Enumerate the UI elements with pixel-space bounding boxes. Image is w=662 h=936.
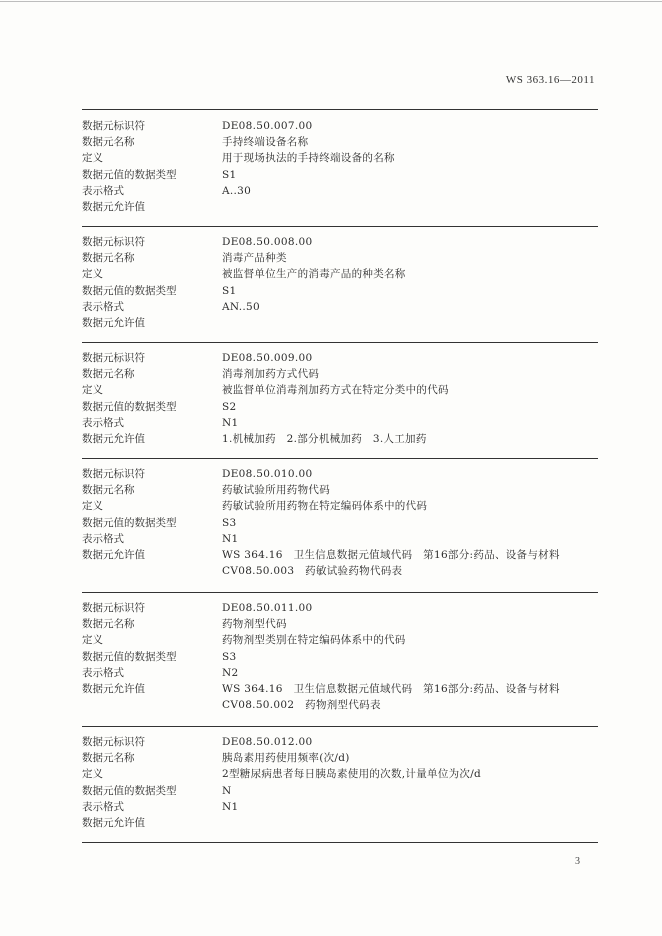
data-element-entry (82, 466, 598, 579)
row-value (222, 199, 598, 215)
entry-row (82, 431, 598, 447)
row-label: 数据元允许值 (82, 200, 145, 213)
entry-row (82, 167, 598, 183)
row-value: 药物剂型代码 (222, 618, 287, 631)
row-label: 数据元名称 (82, 752, 135, 765)
entry-row (82, 681, 598, 697)
row-label: 数据元允许值 (82, 432, 145, 445)
entry-separator (82, 109, 598, 110)
row-label: 数据元允许值 (82, 816, 145, 829)
entry-row (82, 498, 598, 514)
row-label: 数据元名称 (82, 484, 135, 497)
data-element-entry (82, 600, 598, 713)
row-value: 1.机械加药 2.部分机械加药 3.人工加药 (222, 432, 427, 445)
entry-row (82, 734, 598, 750)
row-value: 手持终端设备名称 (222, 136, 309, 149)
row-value: 胰岛素用药使用频率(次/d) (222, 752, 350, 765)
row-label: 数据元允许值 (82, 682, 145, 695)
entry-row (82, 466, 598, 482)
row-label: 数据元值的数据类型 (82, 784, 177, 797)
row-value: S3 (222, 650, 237, 663)
row-value: AN..50 (222, 300, 260, 313)
row-label: 定义 (82, 152, 103, 165)
entry-separator (82, 726, 598, 727)
standard-code: WS 363.16—2011 (505, 74, 595, 86)
row-label: 数据元标识符 (82, 602, 145, 614)
row-label: 表示格式 (82, 416, 124, 429)
row-value: DE08.50.011.00 (222, 602, 313, 614)
entry-row (82, 283, 598, 299)
entry-row (82, 783, 598, 799)
row-value: WS 364.16 卫生信息数据元值域代码 第16部分:药品、设备与材料 (222, 548, 560, 561)
data-element-entry (82, 234, 598, 331)
row-value: S1 (222, 168, 237, 181)
entry-row (82, 399, 598, 415)
entry-row (82, 531, 598, 547)
entry-row (82, 150, 598, 166)
entry-row (82, 766, 598, 782)
row-label: 数据元名称 (82, 252, 135, 265)
entry-row (82, 482, 598, 498)
entry-row (82, 515, 598, 531)
row-label: 数据元标识符 (82, 468, 145, 480)
entry-row (82, 134, 598, 150)
entry-row (82, 415, 598, 431)
row-label: 定义 (82, 768, 103, 781)
row-value: S2 (222, 400, 237, 413)
row-label: 数据元值的数据类型 (82, 284, 177, 297)
entry-row (82, 183, 598, 199)
entry-row (82, 665, 598, 681)
entry-row (82, 799, 598, 815)
row-label (82, 563, 222, 579)
entry-separator (82, 458, 598, 459)
entry-row (82, 315, 598, 331)
row-value: 消毒剂加药方式代码 (222, 368, 320, 381)
row-value: N1 (222, 416, 239, 429)
data-element-entry (82, 734, 598, 831)
row-label: 数据元允许值 (82, 548, 145, 561)
entry-row (82, 563, 598, 579)
entry-row (82, 632, 598, 648)
row-value: 消毒产品种类 (222, 252, 287, 265)
entry-row (82, 350, 598, 366)
row-label: 表示格式 (82, 532, 124, 545)
data-element-entry (82, 118, 598, 215)
row-label: 表示格式 (82, 184, 124, 197)
row-value: 药敏试验所用药物在特定编码体系中的代码 (222, 500, 428, 513)
row-label: 表示格式 (82, 666, 124, 679)
row-value (222, 815, 598, 831)
row-value: DE08.50.012.00 (222, 736, 313, 748)
entry-row (82, 547, 598, 563)
entry-separator (82, 342, 598, 343)
row-value: 用于现场执法的手持终端设备的名称 (222, 152, 395, 165)
entry-row (82, 299, 598, 315)
row-value: CV08.50.003 药敏试验药物代码表 (222, 565, 403, 578)
entry-row (82, 382, 598, 398)
row-value: DE08.50.007.00 (222, 120, 313, 132)
entry-row (82, 234, 598, 250)
row-value: 药物剂型类别在特定编码体系中的代码 (222, 634, 406, 647)
row-value: CV08.50.002 药物剂型代码表 (222, 699, 381, 712)
row-label: 定义 (82, 384, 103, 397)
row-label: 数据元名称 (82, 618, 135, 631)
row-value: A..30 (222, 184, 252, 197)
row-value: S3 (222, 516, 237, 529)
row-label: 数据元值的数据类型 (82, 168, 177, 181)
row-label: 定义 (82, 268, 103, 281)
entry-row (82, 616, 598, 632)
row-label: 数据元标识符 (82, 236, 145, 248)
entry-row (82, 600, 598, 616)
entry-separator (82, 842, 598, 843)
row-label: 数据元值的数据类型 (82, 650, 177, 663)
row-label: 数据元名称 (82, 136, 135, 149)
row-value: 药敏试验所用药物代码 (222, 484, 330, 497)
row-label: 表示格式 (82, 300, 124, 313)
entry-row (82, 366, 598, 382)
row-label: 数据元值的数据类型 (82, 400, 177, 413)
row-label: 定义 (82, 634, 103, 647)
row-value: N2 (222, 666, 239, 679)
row-label: 数据元名称 (82, 368, 135, 381)
entry-row (82, 649, 598, 665)
row-value: N1 (222, 800, 239, 813)
row-value: 被监督单位生产的消毒产品的种类名称 (222, 268, 406, 281)
entry-row (82, 199, 598, 215)
entry-row (82, 697, 598, 713)
data-element-entry (82, 350, 598, 447)
row-value: DE08.50.008.00 (222, 236, 313, 248)
row-label: 数据元允许值 (82, 316, 145, 329)
row-label (82, 697, 222, 713)
scan-top-edge (0, 1, 662, 2)
row-value: DE08.50.010.00 (222, 468, 313, 480)
row-value: 被监督单位消毒剂加药方式在特定分类中的代码 (222, 384, 449, 397)
entry-separator (82, 592, 598, 593)
row-value: N1 (222, 532, 239, 545)
entry-row (82, 815, 598, 831)
entry-row (82, 118, 598, 134)
row-label: 数据元值的数据类型 (82, 516, 177, 529)
entry-row (82, 250, 598, 266)
page-number: 3 (575, 856, 580, 867)
entry-row (82, 266, 598, 282)
row-value: DE08.50.009.00 (222, 352, 313, 364)
entry-separator (82, 226, 598, 227)
row-label: 表示格式 (82, 800, 124, 813)
row-label: 数据元标识符 (82, 736, 145, 748)
row-label: 定义 (82, 500, 103, 513)
row-label: 数据元标识符 (82, 120, 145, 132)
entry-row (82, 750, 598, 766)
row-value (222, 315, 598, 331)
row-value: S1 (222, 284, 237, 297)
row-value: WS 364.16 卫生信息数据元值域代码 第16部分:药品、设备与材料 (222, 682, 560, 695)
row-value: N (222, 784, 232, 797)
row-value: 2型糖尿病患者每日胰岛素使用的次数,计量单位为次/d (222, 768, 482, 781)
row-label: 数据元标识符 (82, 352, 145, 364)
